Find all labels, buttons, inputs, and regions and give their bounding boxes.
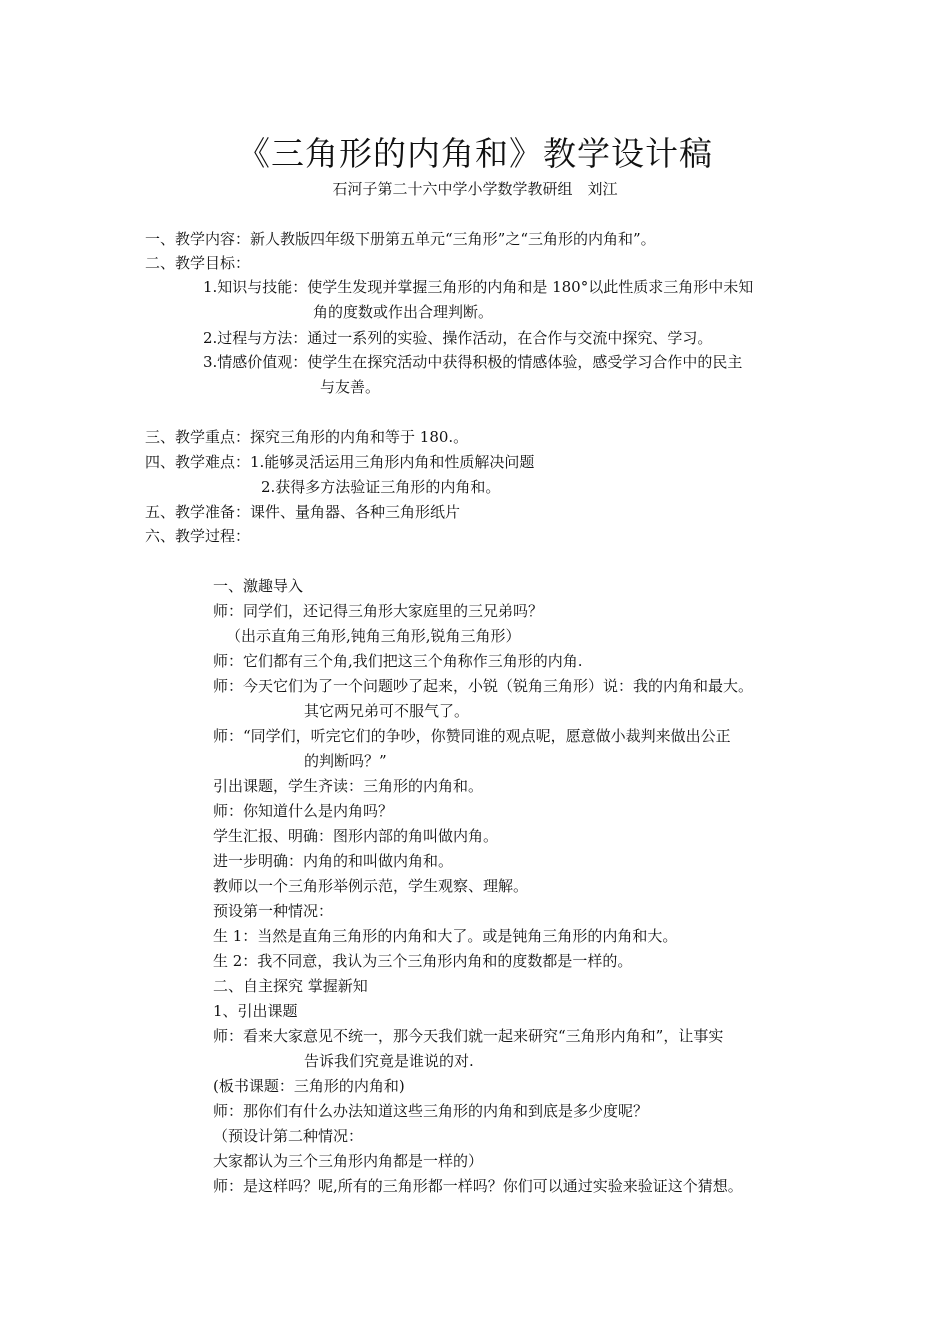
process-line: （出示直角三角形,钝角三角形,锐角三角形） (226, 627, 521, 645)
section-difficulty-line-1: 四、教学难点：1.能够灵活运用三角形内角和性质解决问题 (145, 453, 535, 471)
goal-1-line-2: 角的度数或作出合理判断。 (313, 303, 494, 321)
document-title: 《三角形的内角和》教学设计稿 (237, 134, 713, 173)
process-line: 二、自主探究 掌握新知 (213, 977, 368, 995)
process-line: 教师以一个三角形举例示范，学生观察、理解。 (213, 877, 529, 895)
section-content: 一、教学内容：新人教版四年级下册第五单元“三角形”之“三角形的内角和”。 (145, 230, 656, 248)
process-line: 师：那你们有什么办法知道这些三角形的内角和到底是多少度呢？ (213, 1102, 649, 1120)
goal-1-line-1: 1.知识与技能：使学生发现并掌握三角形的内角和是 180°以此性质求三角形中未知 (203, 278, 754, 296)
process-line: 师：是这样吗？呢,所有的三角形都一样吗？你们可以通过实验来验证这个猜想。 (213, 1177, 743, 1195)
section-preparation: 五、教学准备：课件、量角器、各种三角形纸片 (145, 503, 461, 521)
process-line: 1、引出课题 (213, 1002, 298, 1020)
process-line: （预设计第二种情况： (213, 1127, 364, 1145)
process-line: 引出课题，学生齐读：三角形的内角和。 (213, 777, 484, 795)
process-line: 师：同学们，还记得三角形大家庭里的三兄弟吗？ (213, 602, 544, 620)
process-line: 师：你知道什么是内角吗？ (213, 802, 394, 820)
process-line: 生 1：当然是直角三角形的内角和大了。或是钝角三角形的内角和大。 (213, 927, 678, 945)
process-line: 告诉我们究竟是谁说的对. (304, 1052, 474, 1070)
process-line: 的判断吗？” (304, 752, 387, 770)
section-goals-heading: 二、教学目标： (145, 254, 251, 272)
process-line: 大家都认为三个三角形内角都是一样的） (213, 1152, 484, 1170)
section-process-heading: 六、教学过程： (145, 527, 251, 545)
process-line: 一、激趣导入 (213, 577, 304, 595)
goal-3-line-2: 与友善。 (320, 378, 381, 396)
section-key-point: 三、教学重点：探究三角形的内角和等于 180.。 (145, 428, 469, 446)
goal-3-line-1: 3.情感价值观：使学生在探究活动中获得积极的情感体验，感受学习合作中的民主 (203, 353, 743, 371)
process-line: 进一步明确：内角的和叫做内角和。 (213, 852, 454, 870)
process-line: 其它两兄弟可不服气了。 (304, 702, 470, 720)
process-line: (板书课题：三角形的内角和) (213, 1077, 405, 1095)
process-line: 师：今天它们为了一个问题吵了起来，小锐（锐角三角形）说：我的内角和最大。 (213, 677, 754, 695)
process-line: 预设第一种情况： (213, 902, 334, 920)
section-difficulty-line-2: 2.获得多方法验证三角形的内角和。 (261, 478, 501, 496)
goal-2: 2.过程与方法：通过一系列的实验、操作活动，在合作与交流中探究、学习。 (203, 329, 713, 347)
document-subtitle: 石河子第二十六中学小学数学教研组 刘江 (332, 180, 618, 198)
process-line: 学生汇报、明确：图形内部的角叫做内角。 (213, 827, 499, 845)
process-line: 师：它们都有三个角,我们把这三个角称作三角形的内角. (213, 652, 583, 670)
process-line: 生 2：我不同意，我认为三个三角形内角和的度数都是一样的。 (213, 952, 633, 970)
process-line: 师：“同学们，听完它们的争吵，你赞同谁的观点呢，愿意做小裁判来做出公正 (213, 727, 731, 745)
process-line: 师：看来大家意见不统一，那今天我们就一起来研究“三角形内角和”，让事实 (213, 1027, 724, 1045)
